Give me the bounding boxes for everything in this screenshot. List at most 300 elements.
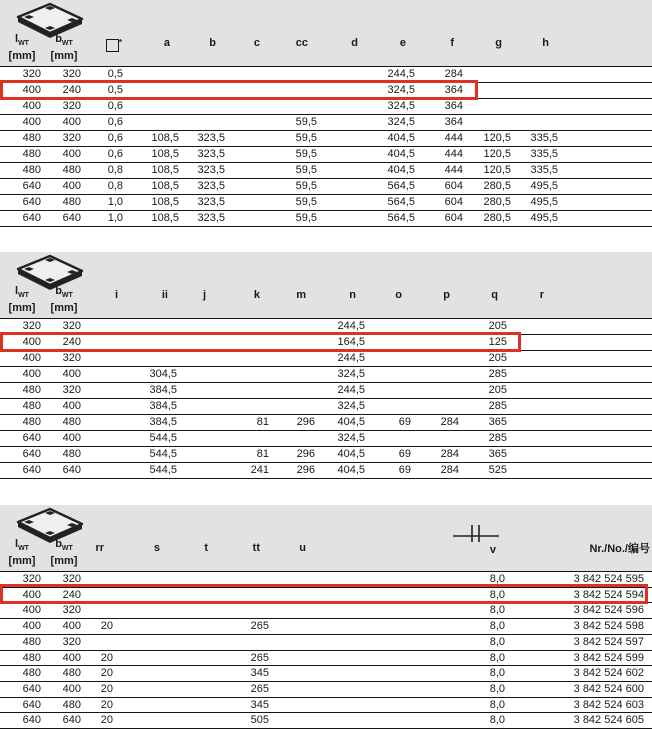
table-cell: 296: [296, 416, 315, 428]
table-cell: 1,0: [107, 212, 123, 224]
table-cell: 296: [296, 448, 315, 460]
table-cell: 205: [488, 320, 507, 332]
table-row: [0, 431, 652, 447]
table-row: [0, 603, 652, 619]
table-cell: [510, 319, 556, 335]
table-cell: [228, 115, 272, 131]
col-header-u: u: [272, 505, 318, 572]
col-header-o: o: [368, 252, 414, 319]
table-row: [0, 681, 652, 697]
flatness-datum-icon: [452, 523, 500, 543]
table-cell: [180, 351, 218, 367]
table-cell: [510, 447, 556, 463]
table-cell: [220, 587, 272, 603]
table-cell: [130, 319, 180, 335]
table-cell: 320: [62, 604, 81, 617]
table-cell: 400: [62, 620, 81, 633]
table-cell: 3 842 524 594: [573, 588, 644, 601]
table-cell: [218, 431, 272, 447]
table-cell: [84, 463, 130, 479]
table-row: [0, 195, 652, 211]
table-cell: 444: [444, 132, 463, 144]
table-cell: [172, 713, 220, 729]
table-cell-filler: [561, 131, 652, 147]
table-cell: 345: [250, 698, 269, 711]
table-cell: [272, 681, 318, 697]
table-row: [0, 211, 652, 227]
table-cell: 205: [488, 384, 507, 396]
table-cell: [116, 666, 172, 682]
table-cell: [182, 67, 228, 83]
table-cell: 444: [444, 148, 463, 160]
table-cell: 480: [62, 416, 81, 428]
table-cell: [272, 399, 318, 415]
table-row: [0, 415, 652, 431]
table-cell: 324,5: [387, 116, 415, 128]
table-cell: 285: [488, 432, 507, 444]
table-cell: [414, 383, 462, 399]
table-cell: 544,5: [149, 432, 177, 444]
table-cell: 404,5: [387, 132, 415, 144]
table-cell: [320, 131, 370, 147]
table-cell: 640: [22, 212, 41, 224]
table-row: [0, 83, 652, 99]
table-cell-filler: [561, 83, 652, 99]
col-header-n: n: [318, 252, 368, 319]
table-cell: 604: [444, 196, 463, 208]
table-cell: 8,0: [489, 620, 505, 633]
table-cell-filler: [556, 367, 652, 383]
table-cell: [320, 179, 370, 195]
table-cell: 164,5: [337, 336, 365, 348]
table-cell: 400: [62, 651, 81, 664]
col-header-lwt: $l_{WT}$ [mm]: [0, 505, 44, 572]
table-row: [0, 335, 652, 351]
table-cell: 108,5: [151, 212, 179, 224]
table-cell: 8,0: [489, 698, 505, 711]
table-cell: 365: [488, 448, 507, 460]
table-cell-filler: [556, 431, 652, 447]
table-cell: [218, 351, 272, 367]
table-cell: 640: [22, 180, 41, 192]
table-cell: [116, 713, 172, 729]
table-cell: [320, 99, 370, 115]
table-cell: 3 842 524 598: [573, 620, 644, 633]
table-cell: 480: [22, 400, 41, 412]
table-cell: 544,5: [149, 464, 177, 476]
table-cell: 495,5: [530, 212, 558, 224]
table-row: [0, 634, 652, 650]
table-cell: 3 842 524 596: [573, 604, 644, 617]
table-cell-filler: [561, 147, 652, 163]
table-cell: 120,5: [483, 148, 511, 160]
table-cell: 284: [444, 68, 463, 80]
table-cell: 8,0: [489, 714, 505, 727]
table-cell: 480: [22, 148, 41, 160]
table-cell: 480: [22, 164, 41, 176]
table-cell: 320: [62, 352, 81, 364]
table-row: [0, 351, 652, 367]
table-cell: 400: [62, 368, 81, 380]
col-header-r: r: [510, 252, 556, 319]
table-cell: [510, 383, 556, 399]
table-cell: [84, 351, 130, 367]
col-header-q: q: [462, 252, 510, 319]
col-header-rr: rr: [84, 505, 116, 572]
table-cell: [228, 179, 272, 195]
table-cell: [126, 115, 182, 131]
table-cell: 505: [250, 714, 269, 727]
table-row: [0, 713, 652, 729]
table-cell: [172, 619, 220, 635]
table-cell: [510, 335, 556, 351]
table-cell: 320: [22, 573, 41, 585]
table-cell: [218, 319, 272, 335]
col-header-h: h: [514, 0, 561, 67]
table-cell: [510, 367, 556, 383]
table-cell: [126, 99, 182, 115]
table-cell-filler: [556, 383, 652, 399]
table-cell: 525: [488, 464, 507, 476]
table-cell: 3 842 524 602: [573, 667, 644, 680]
table-cell: [272, 697, 318, 713]
table-cell: [466, 115, 514, 131]
table-cell: [320, 147, 370, 163]
table-cell: 400: [62, 116, 81, 128]
table-cell: [116, 587, 172, 603]
table-cell: 480: [22, 132, 41, 144]
col-header-part-number: Nr./No./编号: [508, 505, 652, 572]
table-cell: 323,5: [197, 180, 225, 192]
table-cell: [272, 619, 318, 635]
table-row: [0, 115, 652, 131]
table-cell: 640: [22, 682, 41, 695]
table-cell: [84, 447, 130, 463]
table-cell: [172, 634, 220, 650]
col-header-c: c: [228, 0, 272, 67]
col-header-bwt: $b_{WT}$ [mm]: [44, 505, 84, 572]
table-cell: 20: [100, 698, 113, 711]
table-cell: 244,5: [337, 352, 365, 364]
table-cell: 400: [22, 100, 41, 112]
table-cell: 444: [444, 164, 463, 176]
col-header-v: v: [318, 505, 508, 572]
table-cell: 120,5: [483, 164, 511, 176]
table-cell: 320: [62, 573, 81, 585]
table-cell: 320: [62, 635, 81, 648]
table-cell: [84, 367, 130, 383]
table-cell: 323,5: [197, 148, 225, 160]
table-cell: 384,5: [149, 384, 177, 396]
parts-table-1: [0, 0, 652, 227]
table-cell: [228, 99, 272, 115]
table-cell: 125: [488, 336, 507, 348]
table-cell: [510, 351, 556, 367]
table-cell: [180, 399, 218, 415]
table-cell: 323,5: [197, 132, 225, 144]
table-cell: [116, 619, 172, 635]
table-cell: [272, 431, 318, 447]
parts-table-3: [0, 505, 652, 729]
table-cell: 320: [22, 320, 41, 332]
table-cell: 20: [100, 714, 113, 727]
table-cell: 320: [22, 68, 41, 80]
header-row: [0, 0, 652, 67]
table-cell: [84, 587, 116, 603]
table-cell: 323,5: [197, 212, 225, 224]
table-cell: 20: [100, 667, 113, 680]
table-cell: [172, 587, 220, 603]
table-cell: [228, 147, 272, 163]
table-cell: [218, 367, 272, 383]
table-cell: 244,5: [337, 320, 365, 332]
table-cell: 296: [296, 464, 315, 476]
table-cell: 400: [22, 84, 41, 96]
table-cell: 1,0: [107, 196, 123, 208]
table-cell: [228, 67, 272, 83]
table-cell: [272, 603, 318, 619]
col-header-e: e: [370, 0, 418, 67]
table-cell: 284: [440, 464, 459, 476]
table-cell: [228, 131, 272, 147]
table-cell: 323,5: [197, 196, 225, 208]
table-cell: [180, 431, 218, 447]
table-cell: 0,6: [107, 100, 123, 112]
table-cell: [218, 383, 272, 399]
col-header-filler: [556, 252, 652, 319]
table-cell: 0,6: [107, 148, 123, 160]
dimension-table-rr-partno: [0, 505, 652, 729]
table-cell: 324,5: [387, 100, 415, 112]
table-cell: [320, 211, 370, 227]
col-header-d: d: [320, 0, 370, 67]
table-cell: [272, 319, 318, 335]
col-header-bwt: $b_{WT}$ [mm]: [44, 0, 84, 67]
dimension-table-a-h: [0, 0, 652, 227]
col-header-cc: cc: [272, 0, 320, 67]
table-cell: 400: [62, 180, 81, 192]
table-row: [0, 447, 652, 463]
table-cell: [180, 383, 218, 399]
table-cell: 108,5: [151, 196, 179, 208]
table-cell: 240: [62, 336, 81, 348]
table-cell-filler: [556, 351, 652, 367]
table-row: [0, 131, 652, 147]
table-cell: 108,5: [151, 148, 179, 160]
table-cell: 640: [22, 448, 41, 460]
table-cell: 8,0: [489, 635, 505, 648]
col-header-lwt: $l_{WT}$ [mm]: [0, 0, 44, 67]
table-cell: 8,0: [489, 588, 505, 601]
table-cell: 604: [444, 180, 463, 192]
table-row: [0, 619, 652, 635]
table-row: [0, 163, 652, 179]
table-cell: 108,5: [151, 132, 179, 144]
table-cell: [368, 335, 414, 351]
table-cell: 564,5: [387, 212, 415, 224]
table-row: [0, 587, 652, 603]
table-cell: 3 842 524 595: [573, 573, 644, 585]
table-cell: [514, 99, 561, 115]
table-cell: [414, 335, 462, 351]
table-cell: 59,5: [295, 196, 317, 208]
table-cell: 304,5: [149, 368, 177, 380]
table-cell: 3 842 524 605: [573, 714, 644, 727]
table-cell: [84, 603, 116, 619]
table-cell: 0,8: [107, 180, 123, 192]
col-header-j: j: [180, 252, 218, 319]
table-cell: 0,6: [107, 116, 123, 128]
table-cell: 324,5: [387, 84, 415, 96]
table-cell: [116, 697, 172, 713]
table-cell-filler: [556, 319, 652, 335]
table-cell: 400: [62, 682, 81, 695]
table-cell: [414, 319, 462, 335]
table-row: [0, 650, 652, 666]
table-cell: [272, 335, 318, 351]
table-cell: [368, 351, 414, 367]
table-cell: 480: [62, 667, 81, 680]
col-header-k: k: [218, 252, 272, 319]
table-cell: [272, 713, 318, 729]
table-cell: 240: [62, 588, 81, 601]
table-cell: 640: [22, 714, 41, 727]
table-cell: 364: [444, 100, 463, 112]
table-cell-filler: [556, 447, 652, 463]
table-cell: [514, 115, 561, 131]
workpiece-pallet-icon: [12, 506, 88, 550]
table-cell: 640: [22, 432, 41, 444]
table-cell: 400: [22, 604, 41, 617]
table-cell: [368, 431, 414, 447]
table-cell: 244,5: [387, 68, 415, 80]
table-cell: 320: [62, 100, 81, 112]
table-cell: [220, 634, 272, 650]
table-cell: [172, 697, 220, 713]
col-header-m: m: [272, 252, 318, 319]
table-row: [0, 463, 652, 479]
table-cell-filler: [556, 399, 652, 415]
table-cell: 323,5: [197, 164, 225, 176]
table-cell: [272, 383, 318, 399]
table-cell: [510, 415, 556, 431]
table-cell: 8,0: [489, 604, 505, 617]
table-cell: [84, 383, 130, 399]
table-cell: 59,5: [295, 116, 317, 128]
table-cell: 324,5: [337, 400, 365, 412]
table-cell: 564,5: [387, 196, 415, 208]
table-cell: 0,6: [107, 132, 123, 144]
table-cell: [116, 650, 172, 666]
table-cell: 108,5: [151, 180, 179, 192]
table-cell: 108,5: [151, 164, 179, 176]
table-cell: 640: [62, 714, 81, 727]
table-row: [0, 319, 652, 335]
table-cell: [320, 115, 370, 131]
table-cell: [172, 681, 220, 697]
table-cell: 81: [256, 416, 269, 428]
table-cell: [510, 463, 556, 479]
table-cell: 20: [100, 620, 113, 633]
table-cell: 544,5: [149, 448, 177, 460]
table-cell: 320: [62, 320, 81, 332]
table-cell: [130, 351, 180, 367]
table-cell: [272, 634, 318, 650]
table-cell: 3 842 524 603: [573, 698, 644, 711]
table-cell: [172, 603, 220, 619]
col-header-bwt: $b_{WT}$ [mm]: [44, 252, 84, 319]
table-cell: 480: [62, 196, 81, 208]
table-cell: [84, 335, 130, 351]
table-cell: [368, 367, 414, 383]
table-cell: 324,5: [337, 368, 365, 380]
table-cell: 285: [488, 368, 507, 380]
table-cell: [218, 399, 272, 415]
table-cell: 3 842 524 599: [573, 651, 644, 664]
table-cell: [84, 572, 116, 588]
header-row: [0, 505, 652, 572]
table-cell: 284: [440, 416, 459, 428]
table-cell: [172, 650, 220, 666]
table-cell-filler: [561, 115, 652, 131]
table-cell: [220, 603, 272, 619]
col-header-f: f: [418, 0, 466, 67]
table-cell: [116, 572, 172, 588]
col-header-b: b: [182, 0, 228, 67]
table-cell: 20: [100, 651, 113, 664]
table-cell: 284: [440, 448, 459, 460]
table-cell: 384,5: [149, 400, 177, 412]
table-cell: [414, 351, 462, 367]
table-cell: 0,5: [107, 68, 123, 80]
table-cell: [220, 572, 272, 588]
table-cell: 280,5: [483, 212, 511, 224]
col-header-lwt: $l_{WT}$ [mm]: [0, 252, 44, 319]
table-cell: 205: [488, 352, 507, 364]
table-cell: 3 842 524 597: [573, 635, 644, 648]
table-cell: [180, 319, 218, 335]
col-header-s: s: [116, 505, 172, 572]
table-cell: 59,5: [295, 148, 317, 160]
table-cell: 59,5: [295, 180, 317, 192]
table-cell: [130, 335, 180, 351]
table-cell: 400: [22, 620, 41, 633]
table-row: [0, 67, 652, 83]
table-cell: [320, 83, 370, 99]
table-row: [0, 99, 652, 115]
table-cell: [510, 431, 556, 447]
table-cell: 335,5: [530, 132, 558, 144]
workpiece-pallet-icon: [12, 1, 88, 45]
table-cell: 640: [62, 464, 81, 476]
table-cell: [84, 431, 130, 447]
table-cell: 241: [250, 464, 269, 476]
table-cell: [272, 572, 318, 588]
table-cell: 400: [22, 336, 41, 348]
table-cell: 8,0: [489, 682, 505, 695]
table-cell: 244,5: [337, 384, 365, 396]
table-cell-filler: [561, 163, 652, 179]
table-cell: 8,0: [489, 573, 505, 585]
table-cell: 20: [100, 682, 113, 695]
table-cell: [180, 463, 218, 479]
table-cell: 400: [22, 116, 41, 128]
table-cell: 345: [250, 667, 269, 680]
table-cell: 384,5: [149, 416, 177, 428]
table-cell: [172, 572, 220, 588]
table-cell: [272, 99, 320, 115]
table-row: [0, 666, 652, 682]
